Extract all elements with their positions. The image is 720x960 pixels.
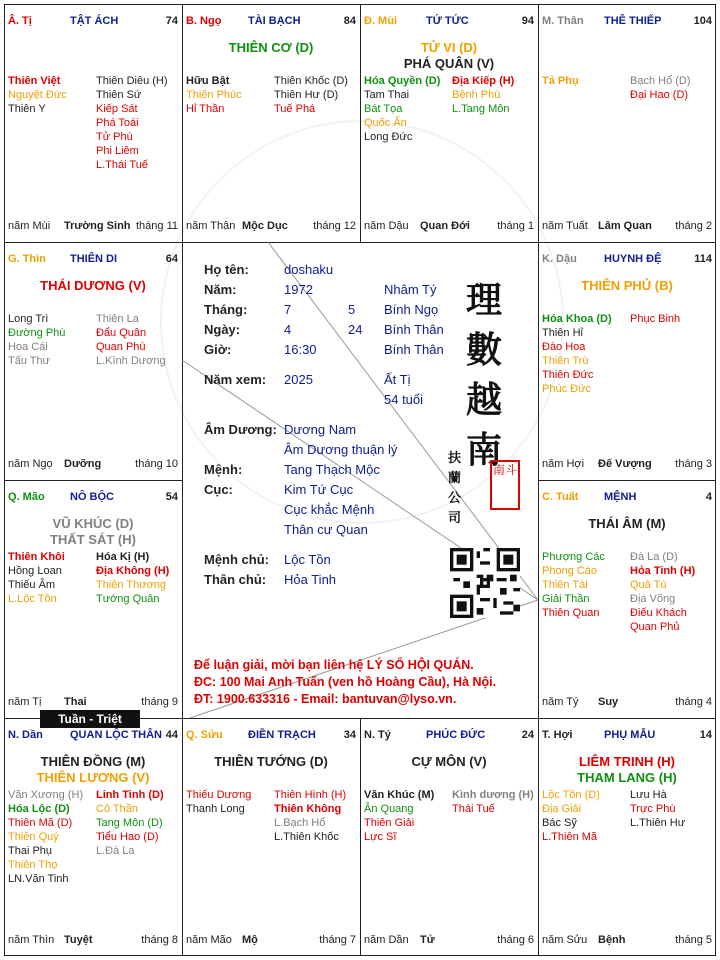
left-star-column	[8, 550, 94, 606]
life-stage: Mộc Dục	[242, 220, 288, 232]
month-label: tháng 3	[675, 458, 712, 470]
minor-star: Phong Cáo	[542, 565, 598, 577]
palace-header	[542, 491, 712, 505]
month-label: tháng 12	[313, 220, 356, 232]
cuc-value: Kim Tứ Cục	[284, 482, 354, 497]
minor-star: Văn Khúc (M)	[364, 789, 435, 801]
minor-star: Hỉ Thần	[186, 103, 225, 115]
minor-star: Lực Sĩ	[364, 831, 397, 843]
minor-star: Thiên Trù	[542, 355, 589, 367]
right-star-column	[274, 74, 360, 116]
minor-star: Tấu Thư	[8, 355, 51, 367]
year-cycle: năm Ngọ	[8, 458, 53, 470]
palace-footer	[542, 934, 712, 948]
minor-star: Phi Liêm	[96, 145, 139, 157]
minor-star: Tả Phụ	[542, 75, 579, 87]
age-value: 54 tuổi	[384, 392, 424, 407]
minor-star: Trực Phù	[630, 803, 676, 815]
hour-value: 16:30	[284, 342, 317, 357]
month-label: tháng 5	[675, 934, 712, 946]
palace-cell	[4, 4, 182, 242]
minor-star: Thiên Thọ	[8, 859, 58, 871]
hour-label: Giờ:	[204, 342, 232, 357]
minor-star: Phục Binh	[630, 313, 681, 325]
month-label: tháng 2	[675, 220, 712, 232]
branch-label: T. Hợi	[542, 729, 573, 741]
view-year-canchi: Ất Tị	[384, 372, 411, 387]
palace-footer	[186, 934, 356, 948]
month-canchi: Bính Ngọ	[384, 302, 439, 317]
minor-star: Nguyệt Đức	[8, 89, 67, 101]
palace-cell	[182, 4, 360, 242]
palace-name: THIÊN DI	[70, 253, 118, 265]
minor-star: Đào Hoa	[542, 341, 586, 353]
branch-label: N. Tý	[364, 729, 391, 741]
minor-star: Thiếu Âm	[8, 579, 56, 591]
minor-star: Bát Tọa	[364, 103, 403, 115]
palace-footer	[542, 458, 712, 472]
palace-footer	[186, 220, 356, 234]
life-stage: Tuyệt	[64, 934, 93, 946]
palace-number: 104	[693, 15, 712, 27]
branch-label: Q. Mão	[8, 491, 45, 503]
minor-star: Thiên Phúc	[186, 89, 242, 101]
small-calligraphy-char: 蘭	[448, 471, 462, 486]
palace-header	[8, 491, 178, 505]
minor-star: Hồng Loan	[8, 565, 62, 577]
palace-footer	[8, 458, 178, 472]
minor-star: Phá Toái	[96, 117, 139, 129]
palace-footer	[542, 220, 712, 234]
palace-footer	[542, 696, 712, 710]
minor-star: Quan Phủ	[630, 621, 680, 633]
palace-footer	[8, 220, 178, 234]
minor-star: Hoa Cái	[8, 341, 48, 353]
palace-name: MỆNH	[604, 491, 637, 503]
left-star-column	[8, 788, 94, 886]
palace-cell	[4, 718, 182, 956]
main-star: TỬ VI (D)	[420, 40, 478, 55]
left-star-column	[542, 312, 628, 396]
life-stage: Trường Sinh	[64, 220, 131, 232]
palace-number: 84	[343, 15, 356, 27]
palace-cell	[4, 242, 182, 480]
left-star-column	[364, 74, 450, 144]
cuc-note-2: Thân cư Quan	[284, 522, 368, 537]
view-year-label: Năm xem:	[204, 372, 267, 387]
month-lunar: 5	[348, 302, 356, 317]
year-cycle: năm Mùi	[8, 220, 51, 232]
minor-star: Tiểu Hao (D)	[96, 831, 159, 843]
view-year-value: 2025	[284, 372, 313, 387]
minor-star: LN.Văn Tinh	[8, 873, 69, 885]
month-label: tháng 9	[141, 696, 178, 708]
minor-star: Bạch Hổ (D)	[630, 75, 691, 87]
branch-label: C. Tuất	[542, 491, 579, 503]
minor-star: Thiên Đức	[542, 369, 594, 381]
hour-canchi: Bính Thân	[384, 342, 444, 357]
month-label: tháng 10	[135, 458, 178, 470]
day-value: 4	[284, 322, 292, 337]
minor-star: Văn Xương (H)	[8, 789, 84, 801]
minor-star: Thiên Việt	[8, 75, 61, 87]
right-star-column	[630, 550, 716, 634]
year-cycle: năm Dần	[364, 934, 409, 946]
minor-star: Đẩu Quân	[96, 327, 147, 339]
minor-star: Hóa Quyền (D)	[364, 75, 441, 87]
center-info-panel	[182, 242, 538, 718]
palace-header	[542, 729, 712, 743]
life-stage: Tử	[420, 934, 435, 946]
calligraphy-char: 數	[466, 329, 503, 371]
palace-cell	[4, 480, 182, 718]
day-lunar: 24	[348, 322, 363, 337]
palace-number: 34	[343, 729, 356, 741]
palace-name: NÔ BỘC	[70, 491, 114, 503]
minor-star: Thiên Không	[274, 803, 342, 815]
qr-code-icon[interactable]	[450, 548, 520, 618]
palace-name: TỨ TỨC	[426, 15, 469, 27]
palace-footer	[364, 220, 534, 234]
calligraphy-char: 越	[466, 379, 503, 421]
minor-star: Thiên Giải	[364, 817, 415, 829]
minor-star: Thiên Mã (D)	[8, 817, 73, 829]
right-star-column	[274, 788, 360, 844]
minor-star: Thiên Tài	[542, 579, 588, 591]
palace-cell	[360, 718, 538, 956]
minor-star: L.Thiên Khốc	[274, 831, 339, 843]
month-label: Tháng:	[204, 302, 248, 317]
minor-star: Thai Phụ	[8, 845, 53, 857]
small-calligraphy-char: 扶	[448, 451, 462, 466]
minor-star: Thiên La	[96, 313, 139, 325]
amduong-label: Âm Dương:	[204, 422, 277, 437]
minor-star: Thiên Y	[8, 103, 46, 115]
calligraphy-char: 理	[466, 279, 503, 321]
minor-star: Hữu Bật	[186, 75, 230, 87]
life-stage: Đế Vượng	[598, 458, 652, 470]
palace-cell	[538, 480, 716, 718]
right-star-column	[96, 312, 182, 368]
palace-cell	[538, 242, 716, 480]
minor-star: Bệnh Phù	[452, 89, 501, 101]
main-star: THIÊN LƯƠNG (V)	[36, 770, 150, 785]
thanchu-value: Hỏa Tinh	[284, 572, 337, 587]
right-star-column	[96, 550, 182, 606]
year-label: Năm:	[204, 282, 237, 297]
main-star: THIÊN PHỦ (B)	[581, 278, 673, 293]
right-star-column	[452, 74, 538, 116]
menh-value: Tang Thạch Mộc	[284, 462, 380, 477]
palace-number: 94	[521, 15, 534, 27]
life-stage: Dưỡng	[64, 458, 102, 470]
palace-cell	[182, 718, 360, 956]
minor-star: Thiên Sứ	[96, 89, 142, 101]
main-star: THÁI ÂM (M)	[588, 516, 666, 531]
palace-number: 114	[694, 253, 712, 265]
palace-header	[8, 15, 178, 29]
red-seal-stamp: 南斗	[490, 460, 520, 510]
name-label: Họ tên:	[204, 262, 249, 277]
menh-label: Mệnh:	[204, 462, 243, 477]
minor-star: Tuế Phá	[274, 103, 316, 115]
palace-name: HUYNH ĐỆ	[604, 253, 662, 265]
minor-star: Cô Thần	[96, 803, 138, 815]
life-stage: Bệnh	[598, 934, 626, 946]
minor-star: L.Thiên Mã	[542, 831, 598, 843]
main-star: VŨ KHÚC (D)	[52, 516, 134, 531]
palace-name: ĐIỀN TRẠCH	[248, 729, 316, 741]
left-star-column	[8, 312, 94, 368]
palace-name: TẬT ÁCH	[70, 15, 119, 27]
minor-star: Tướng Quân	[96, 593, 160, 605]
palace-header	[542, 253, 712, 267]
left-star-column	[542, 550, 628, 620]
tuan-triet-tag: Tuần - Triệt	[40, 710, 140, 728]
minor-star: Kiếp Sát	[96, 103, 138, 115]
minor-star: Địa Không (H)	[96, 565, 170, 577]
palace-header	[8, 253, 178, 267]
minor-star: Bác Sỹ	[542, 817, 577, 829]
right-star-column	[630, 74, 716, 102]
minor-star: L.Kình Dương	[96, 355, 166, 367]
branch-label: M. Thân	[542, 15, 584, 27]
life-stage: Lâm Quan	[598, 220, 652, 232]
minor-star: Thái Tuế	[452, 803, 495, 815]
small-calligraphy-char: 司	[448, 511, 462, 526]
left-star-column	[542, 74, 628, 88]
palace-name: PHÚC ĐỨC	[426, 729, 486, 741]
year-canchi: Nhâm Tý	[384, 282, 437, 297]
minor-star: L.Thái Tuế	[96, 159, 148, 171]
year-cycle: năm Thân	[186, 220, 236, 232]
minor-star: Kình dương (H)	[452, 789, 534, 801]
branch-label: Đ. Mùi	[364, 15, 397, 27]
minor-star: Hóa Kị (H)	[96, 551, 150, 563]
minor-star: Thiên Hình (H)	[274, 789, 347, 801]
palace-number: 14	[699, 729, 712, 741]
amduong-value: Dương Nam	[284, 422, 357, 437]
minor-star: Điếu Khách	[630, 607, 687, 619]
life-stage: Mộ	[242, 934, 258, 946]
palace-header	[186, 15, 356, 29]
palace-cell	[538, 4, 716, 242]
main-star: THIÊN ĐỒNG (M)	[40, 754, 146, 769]
branch-label: Q. Sửu	[186, 729, 223, 741]
menhchu-label: Mệnh chủ:	[204, 552, 269, 567]
minor-star: Phúc Đức	[542, 383, 591, 395]
palace-header	[364, 729, 534, 743]
month-label: tháng 6	[497, 934, 534, 946]
palace-cell	[538, 718, 716, 956]
name-value: doshaku	[284, 262, 334, 277]
month-label: tháng 8	[141, 934, 178, 946]
year-cycle: năm Tý	[542, 696, 579, 708]
right-star-column	[452, 788, 538, 816]
palace-number: 24	[521, 729, 534, 741]
main-star: THÁI DƯƠNG (V)	[40, 278, 146, 293]
minor-star: Địa Kiếp (H)	[452, 75, 515, 87]
right-star-column	[96, 74, 182, 172]
minor-star: Đường Phù	[8, 327, 66, 339]
left-star-column	[186, 74, 272, 116]
minor-star: Long Trì	[8, 313, 49, 325]
minor-star: L.Tang Môn	[452, 103, 510, 115]
branch-label: B. Ngọ	[186, 15, 222, 27]
minor-star: Thiên Diêu (H)	[96, 75, 168, 87]
than-marker: THÂN	[131, 729, 162, 741]
cuc-label: Cục:	[204, 482, 233, 497]
branch-label: N. Dần	[8, 729, 43, 741]
minor-star: Linh Tinh (D)	[96, 789, 164, 801]
minor-star: L.Đà La	[96, 845, 135, 857]
minor-star: Long Đức	[364, 131, 413, 143]
palace-footer	[8, 696, 178, 710]
minor-star: Đại Hao (D)	[630, 89, 689, 101]
main-star: PHÁ QUÂN (V)	[403, 56, 495, 71]
minor-star: Tang Môn (D)	[96, 817, 163, 829]
month-label: tháng 1	[497, 220, 534, 232]
minor-star: Giải Thần	[542, 593, 590, 605]
palace-header	[542, 15, 712, 29]
year-cycle: năm Tuất	[542, 220, 588, 232]
year-cycle: năm Mão	[186, 934, 232, 946]
main-star: THẤT SÁT (H)	[50, 532, 136, 547]
minor-star: L.Bạch Hổ	[274, 817, 326, 829]
month-value: 7	[284, 302, 292, 317]
minor-star: Hỏa Tinh (H)	[630, 565, 696, 577]
calligraphy-char: 南	[466, 429, 503, 471]
palace-name: PHỤ MẪU	[604, 729, 656, 741]
cuc-note: Cục khắc Mệnh	[284, 502, 375, 517]
menhchu-value: Lộc Tồn	[284, 552, 331, 567]
month-label: tháng 4	[675, 696, 712, 708]
branch-label: K. Dậu	[542, 253, 577, 265]
palace-cell	[360, 4, 538, 242]
minor-star: Hóa Khoa (D)	[542, 313, 612, 325]
palace-number: 44	[165, 729, 178, 741]
palace-header	[186, 729, 356, 743]
small-calligraphy-char: 公	[448, 491, 462, 506]
month-label: tháng 11	[135, 220, 178, 232]
minor-star: Thiên Khôi	[8, 551, 65, 563]
address-line: ĐC: 100 Mai Anh Tuấn (ven hồ Hoàng Cầu), Hà Nội.	[194, 675, 497, 689]
amduong-note: Âm Dương thuận lý	[284, 442, 398, 457]
palace-number: 54	[165, 491, 178, 503]
minor-star: Phượng Các	[542, 551, 605, 563]
minor-star: Tam Thai	[364, 89, 410, 101]
right-star-column	[630, 788, 716, 830]
year-cycle: năm Tị	[8, 696, 42, 708]
right-star-column	[630, 312, 716, 326]
minor-star: Địa Võng	[630, 593, 676, 605]
palace-header	[364, 15, 534, 29]
minor-star: Thiên Khốc (D)	[274, 75, 348, 87]
minor-star: Thanh Long	[186, 803, 245, 815]
day-canchi: Bính Thân	[384, 322, 444, 337]
life-stage: Suy	[598, 696, 619, 708]
day-label: Ngày:	[204, 322, 241, 337]
minor-star: Đà La (D)	[630, 551, 678, 563]
minor-star: Thiên Thương	[96, 579, 167, 591]
main-star: THIÊN CƠ (D)	[228, 40, 314, 55]
month-label: tháng 7	[319, 934, 356, 946]
minor-star: Thiên Quý	[8, 831, 59, 843]
palace-header	[8, 729, 178, 743]
minor-star: L.Thiên Hư	[630, 817, 686, 829]
palace-number: 64	[165, 253, 178, 265]
palace-name: QUAN LỘC	[70, 729, 129, 741]
minor-star: Lộc Tồn (D)	[542, 789, 600, 801]
minor-star: Ân Quang	[364, 803, 414, 815]
minor-star: Quả Tú	[630, 579, 667, 591]
contact-line: Để luận giải, mời bạn liên hệ LÝ SỐ HỘI QUÁN.	[194, 658, 474, 672]
phone-email-line: ĐT: 1900.633316 - Email: bantuvan@lyso.vn.	[194, 692, 457, 706]
palace-number: 74	[165, 15, 178, 27]
palace-footer	[364, 934, 534, 948]
year-value: 1972	[284, 282, 313, 297]
palace-footer	[8, 934, 178, 948]
life-stage: Thai	[64, 696, 87, 708]
left-star-column	[8, 74, 94, 116]
minor-star: Thiên Quan	[542, 607, 600, 619]
minor-star: Quốc Ấn	[364, 117, 407, 129]
left-star-column	[186, 788, 272, 816]
palace-name: THÊ THIẾP	[604, 15, 662, 27]
thanchu-label: Thân chủ:	[204, 572, 267, 587]
year-cycle: năm Sửu	[542, 934, 588, 946]
minor-star: Quan Phù	[96, 341, 146, 353]
right-star-column	[96, 788, 182, 858]
left-star-column	[542, 788, 628, 844]
branch-label: G. Thìn	[8, 253, 46, 265]
minor-star: Hóa Lộc (D)	[8, 803, 70, 815]
minor-star: L.Lộc Tồn	[8, 593, 57, 605]
main-star: LIÊM TRINH (H)	[578, 754, 676, 769]
branch-label: Â. Tị	[8, 15, 32, 27]
minor-star: Địa Giải	[542, 803, 582, 815]
minor-star: Tử Phù	[96, 131, 133, 143]
minor-star: Thiếu Dương	[186, 789, 252, 801]
minor-star: Lưu Hà	[630, 789, 667, 801]
year-cycle: năm Thìn	[8, 934, 55, 946]
year-cycle: năm Dậu	[364, 220, 409, 232]
main-star: THIÊN TƯỚNG (D)	[214, 754, 328, 769]
palace-name: TÀI BẠCH	[248, 15, 301, 27]
main-star: CỰ MÔN (V)	[411, 754, 487, 769]
main-star: THAM LANG (H)	[577, 770, 677, 785]
life-stage: Quan Đới	[420, 220, 470, 232]
year-cycle: năm Hợi	[542, 458, 585, 470]
minor-star: Thiên Hỉ	[542, 327, 583, 339]
left-star-column	[364, 788, 450, 844]
minor-star: Thiên Hư (D)	[274, 89, 339, 101]
palace-number: 4	[705, 491, 712, 503]
